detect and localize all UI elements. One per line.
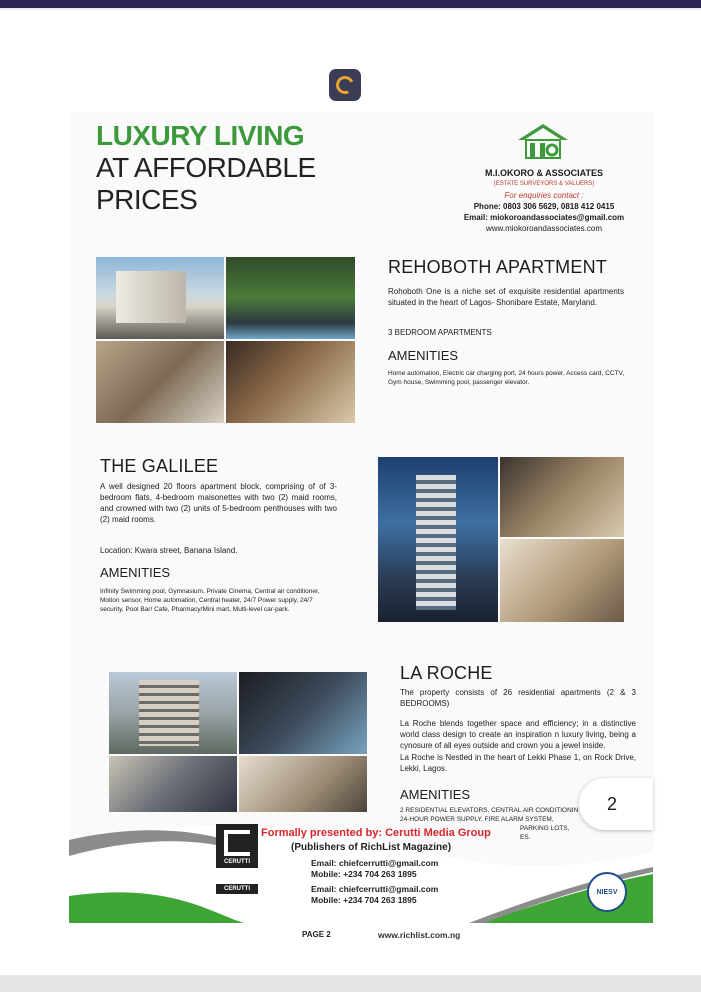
banner-mobile-2: Mobile: +234 704 263 1895 — [311, 895, 417, 905]
banner-email-2: Email: chiefcerrutti@gmail.com — [311, 884, 439, 894]
rehoboth-title: REHOBOTH APARTMENT — [388, 257, 607, 277]
publishers-line: (Publishers of RichList Magazine) — [291, 842, 452, 853]
galilee-location: Location: Kwara street, Banana Island. — [100, 546, 238, 555]
galilee-title: THE GALILEE — [100, 456, 219, 476]
rehoboth-amenities: Home automation, Electric car charging port, 24 hours power, Access card, CCTV, Gym house, Swimming pool, passenger elevator. — [388, 370, 625, 386]
laroche-amenities-line-2: 24-HOUR POWER SUPPLY, FIRE ALARM SYSTEM, — [400, 816, 554, 823]
cerutti-logo-text: CERUTTI — [224, 859, 250, 865]
laroche-description-2: La Roche blends together space and efficiency; in a distinctive world class design to create an inspiration n luxury living, being a cynosure of all eyes outside and crown you a jewel inside. — [400, 719, 636, 750]
rehoboth-amenities-heading: AMENITIES — [388, 348, 459, 363]
cerutti-logo-small: CERUTTI — [216, 884, 258, 894]
cerutti-logo — [216, 824, 258, 868]
banner-mobile-1: Mobile: +234 704 263 1895 — [311, 869, 417, 879]
bottom-bar — [0, 975, 701, 992]
hero-line-1: LUXURY LIVING — [96, 120, 305, 151]
laroche-amenities-line-1: 2 RESIDENTIAL ELEVATORS, CENTRAL AIR CONDITIONIN — [400, 807, 579, 814]
agency-website: www.miokoroandassociates.com — [485, 224, 603, 233]
footer-website: www.richlist.com.ng — [378, 930, 461, 940]
rehoboth-photo-collage — [96, 257, 355, 423]
presented-by: Formally presented by: Cerutti Media Group — [261, 827, 491, 839]
laroche-description-3: La Roche is Nestled in the heart of Lekki Phase 1, on Rock Drive, Lekki, Lagos. — [400, 753, 636, 773]
laroche-amenities-heading: AMENITIES — [400, 787, 471, 802]
banner-contact-1 — [311, 858, 438, 880]
galilee-description: A well designed 20 floors apartment block, comprising of of 3-bedroom flats, 4-bedroom maisonettes with two (2) maid rooms, and crowned with two (2) units of 5-bedroom penthouses with two (2) maid rooms. — [100, 482, 337, 524]
top-status-bar — [0, 0, 701, 8]
agency-name: M.I.OKORO & ASSOCIATES — [484, 168, 603, 178]
agency-email: Email: miokoroandassociates@gmail.com — [463, 213, 625, 222]
mio-logo-icon — [516, 122, 570, 160]
agency-phone: Phone: 0803 306 5629, 0818 412 0415 — [473, 202, 615, 211]
app-logo-icon[interactable] — [329, 69, 361, 101]
hero-heading — [96, 120, 316, 216]
laroche-amenities-line-4: ES. — [520, 834, 531, 841]
agency-contact-block — [439, 168, 649, 234]
laroche-description-1: The property consists of 26 residential apartments (2 & 3 BEDROOMS) — [400, 688, 636, 708]
hero-line-3: PRICES — [96, 184, 198, 215]
laroche-title: LA ROCHE — [400, 663, 493, 683]
agency-subtitle: (ESTATE SURVEYORS & VALUERS) — [493, 181, 595, 187]
agency-enquiries: For enquiries contact : — [504, 191, 584, 200]
footer-page-label: PAGE 2 — [302, 930, 331, 939]
laroche-photo-collage — [109, 672, 367, 812]
magazine-page — [69, 112, 653, 923]
niesv-seal-text: NIESV — [596, 888, 618, 896]
page-number-badge[interactable]: 2 — [579, 778, 653, 830]
galilee-photo-collage — [378, 457, 624, 622]
banner-email-1: Email: chiefcerrutti@gmail.com — [311, 858, 439, 868]
rehoboth-type: 3 BEDROOM APARTMENTS — [388, 328, 492, 337]
top-divider — [0, 8, 701, 10]
banner-contact-2 — [311, 884, 438, 906]
hero-line-2: AT AFFORDABLE — [96, 152, 316, 183]
laroche-amenities-line-3: PARKING LOTS, — [520, 825, 570, 832]
galilee-amenities: Infinity Swimming pool, Gymnasium, Private Cinema, Central air conditioner, Motion sensor, Home automation, Central heater, 24/7 Power supply, 24/7 security, Pool Bar/ Cafe, Pharmacy/Mini mart, Multi-level car-park. — [100, 588, 320, 613]
galilee-amenities-heading: AMENITIES — [100, 565, 171, 580]
rehoboth-description: Rohoboth One is a niche set of exquisite residential apartments situated in the heart of Lagos- Shonibare Estate, Maryland. — [388, 287, 624, 307]
niesv-seal-icon — [587, 872, 627, 912]
